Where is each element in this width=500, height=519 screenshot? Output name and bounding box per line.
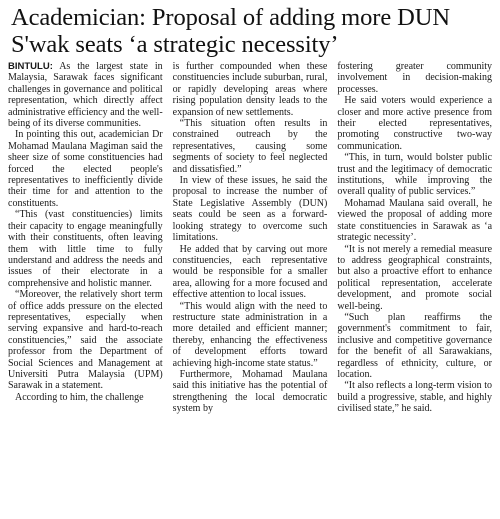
paragraph: “This, in turn, would bolster public trust and the legitimacy of democratic institutions, while improving the overall quality of public services.” — [337, 152, 493, 198]
column-2 — [173, 61, 328, 415]
column-3 — [337, 61, 492, 415]
paragraph: “This (vast constituencies) limits their capacity to engage meaningfully with their constituents, often leaving them with little time to fully understand and address the needs and issues of their electorate in a comprehensive and holistic manner. — [8, 209, 163, 289]
paragraph: He said voters would experience a closer and more active presence from their elected representatives, promoting constructive two-way communication. — [337, 95, 493, 152]
paragraph: is further compounded when these constituencies include suburban, rural, or rapidly developing areas where rising population density leads to the expansion of new settlements. — [172, 61, 328, 118]
paragraph: “This would align with the need to restructure state administration in a more detailed and efficient manner; thereby, enhancing the effectiveness of development efforts toward achieving high-income state status.” — [172, 300, 328, 369]
paragraph-text: As the largest state in Malaysia, Sarawak faces significant challenges in governance and political representation, which directly affect administrative efficiency and the well-being of its diverse communities. — [8, 61, 163, 130]
dateline: BINTULU: — [8, 61, 53, 72]
paragraph: fostering greater community involvement in decision-making processes. — [337, 61, 493, 95]
article-body — [8, 61, 492, 415]
headline: Academician: Proposal of adding more DUN S'wak seats ‘a strategic necessity’ — [11, 4, 450, 58]
paragraph: “It is not merely a remedial measure to address geographical constraints, but also a proactive effort to enhance political representation, accelerate development, and promote social well-being. — [337, 243, 493, 312]
paragraph — [8, 61, 163, 129]
paragraph: In view of these issues, he said the proposal to increase the number of State Legislative Assembly (DUN) seats could be seen as a forward-looking strategy to overcome such limitations. — [172, 175, 328, 244]
paragraph: He added that by carving out more constituencies, each representative would be responsible for a smaller area, allowing for a more focused and effective attention to local issues. — [172, 243, 328, 301]
paragraph: Mohamad Maulana said overall, he viewed the proposal of adding more state constituencies in Sarawak as ‘a strategic necessity’. — [337, 197, 493, 244]
paragraph: Furthermore, Mohamad Maulana said this initiative has the potential of strengthening the local democratic system by — [172, 368, 328, 415]
paragraph: According to him, the challenge — [15, 391, 144, 403]
paragraph: “This situation often results in constrained outreach by the representatives, causing some segments of society to feel neglected and dissatisfied.” — [172, 118, 328, 175]
paragraph: “Moreover, the relatively short term of office adds pressure on the elected representatives, especially when serving expansive and hard-to-reach constituencies,” said the associate professor from the Department of Social Sciences and Management at Universiti Putra Malaysia (UPM) Sarawak in a statement. — [8, 289, 163, 392]
paragraph: “Such plan reaffirms the government's commitment to fair, inclusive and competitive governance for the benefit of all Sarawakians, regardless of ethnicity, culture, or location. — [337, 311, 493, 380]
column-1 — [8, 61, 163, 415]
paragraph: In pointing this out, academician Dr Mohamad Maulana Magiman said the sheer size of some constituencies had forced the elected people's representatives to inefficiently divide their time for and attention to the constituents. — [8, 129, 163, 209]
paragraph: “It also reflects a long-term vision to build a progressive, stable, and highly civilised state,” he said. — [337, 380, 493, 415]
